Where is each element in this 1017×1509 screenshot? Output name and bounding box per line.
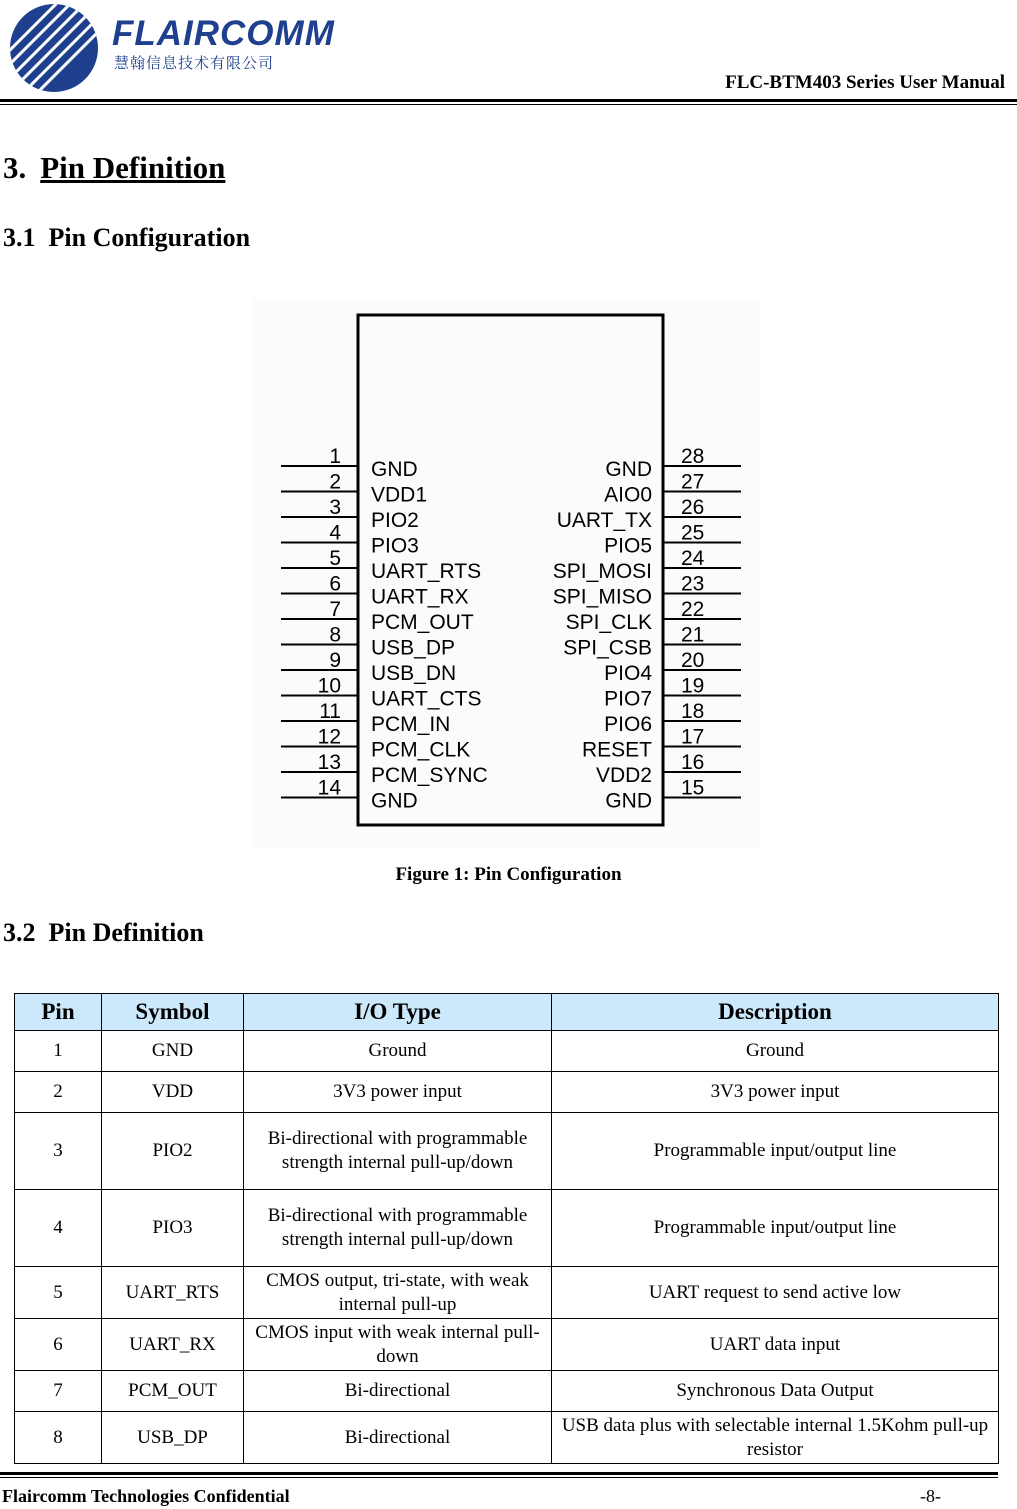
footer-confidential: Flaircomm Technologies Confidential (2, 1486, 290, 1506)
pin-number-left: 10 (317, 674, 341, 698)
cell-description: Programmable input/output line (552, 1190, 999, 1267)
pin-number-left: 8 (329, 623, 341, 647)
header-pin: Pin (15, 994, 102, 1031)
cell-pin: 6 (15, 1319, 102, 1371)
page-header (0, 0, 1017, 105)
cell-symbol: PIO3 (102, 1190, 244, 1267)
pin-label-left: USB_DP (371, 636, 456, 660)
cell-io-type: Bi-directional with programmable strength internal pull-up/down (244, 1190, 552, 1267)
cell-pin: 5 (15, 1267, 102, 1319)
subsection-number: 3.2 (3, 918, 36, 947)
cell-io-type: CMOS output, tri-state, with weak internal pull-up (244, 1267, 552, 1319)
pin-label-right: RESET (581, 738, 652, 762)
cell-pin: 7 (15, 1371, 102, 1412)
section-title: Pin Definition (40, 150, 226, 185)
cell-description: UART data input (552, 1319, 999, 1371)
cell-description: UART request to send active low (552, 1267, 999, 1319)
pin-label-left: PCM_OUT (371, 611, 474, 634)
section-heading (3, 150, 225, 186)
pin-label-left: PCM_SYNC (371, 764, 488, 787)
pin-label-left: UART_RTS (371, 560, 482, 583)
pin-number-left: 9 (329, 649, 341, 672)
table-row (15, 1371, 999, 1412)
cell-description: Synchronous Data Output (552, 1371, 999, 1412)
subsection-heading-pin-configuration (3, 223, 250, 253)
pin-label-right: PIO5 (604, 534, 652, 558)
pin-number-right: 24 (681, 547, 705, 570)
pin-number-left: 13 (317, 751, 341, 774)
pin-label-right: PIO7 (604, 687, 652, 711)
subsection-title: Pin Configuration (48, 223, 251, 252)
pin-label-right: PIO6 (604, 713, 652, 736)
cell-io-type: 3V3 power input (244, 1072, 552, 1113)
pin-number-left: 4 (329, 521, 341, 545)
cell-symbol: VDD (102, 1072, 244, 1113)
cell-pin: 3 (15, 1113, 102, 1190)
pin-number-right: 28 (681, 445, 705, 468)
pin-label-left: UART_CTS (371, 687, 482, 711)
pin-number-left: 11 (319, 700, 341, 723)
cell-pin: 1 (15, 1031, 102, 1072)
section-number: 3. (3, 150, 27, 185)
pin-label-right: GND (605, 458, 652, 481)
cell-symbol: PIO2 (102, 1113, 244, 1190)
cell-description: Programmable input/output line (552, 1113, 999, 1190)
subsection-title: Pin Definition (48, 918, 204, 947)
pin-number-right: 16 (681, 751, 705, 774)
logo-subtitle: 慧翰信息技术有限公司 (114, 54, 275, 72)
pin-label-left: PIO2 (371, 509, 419, 532)
document-title: FLC-BTM403 Series User Manual (725, 72, 1005, 93)
page-number: -8- (920, 1486, 941, 1506)
pin-number-right: 21 (681, 623, 705, 647)
table-row (15, 1267, 999, 1319)
pin-label-right: SPI_MOSI (552, 560, 652, 583)
pin-number-left: 1 (329, 445, 341, 468)
pin-number-right: 18 (681, 700, 705, 723)
pin-definition-table (14, 993, 999, 1464)
cell-symbol: USB_DP (102, 1412, 244, 1464)
pin-number-right: 27 (681, 470, 705, 494)
pin-configuration-diagram (253, 300, 761, 848)
pin-label-right: PIO4 (604, 662, 652, 685)
cell-symbol: PCM_OUT (102, 1371, 244, 1412)
pin-number-right: 20 (681, 649, 705, 672)
pin-number-left: 12 (317, 725, 341, 749)
table-row (15, 1412, 999, 1464)
pin-number-left: 7 (329, 598, 341, 621)
cell-description: 3V3 power input (552, 1072, 999, 1113)
cell-io-type: Ground (244, 1031, 552, 1072)
pin-number-right: 23 (681, 572, 705, 596)
cell-io-type: Bi-directional (244, 1412, 552, 1464)
pin-number-right: 19 (681, 674, 705, 698)
cell-io-type: CMOS input with weak internal pull-down (244, 1319, 552, 1371)
pin-label-left: PIO3 (371, 534, 419, 558)
table-row (15, 1319, 999, 1371)
pin-label-right: AIO0 (604, 483, 652, 507)
header-symbol: Symbol (102, 994, 244, 1031)
pin-number-left: 2 (329, 470, 341, 494)
table-header-row (15, 994, 999, 1031)
pin-number-left: 14 (317, 776, 341, 800)
pin-number-left: 6 (329, 572, 341, 596)
pin-label-left: PCM_IN (371, 713, 451, 736)
cell-io-type: Bi-directional with programmable strength internal pull-up/down (244, 1113, 552, 1190)
pin-label-right: SPI_CSB (563, 636, 652, 660)
cell-io-type: Bi-directional (244, 1371, 552, 1412)
footer-rule (0, 1472, 998, 1475)
pin-number-right: 25 (681, 521, 705, 545)
pin-label-left: VDD1 (371, 483, 428, 507)
cell-pin: 2 (15, 1072, 102, 1113)
logo-name: FLAIRCOMM (112, 14, 335, 53)
footer-rule-thin (0, 1477, 998, 1478)
pin-label-left: GND (371, 789, 418, 813)
cell-description: USB data plus with selectable internal 1.5Kohm pull-up resistor (552, 1412, 999, 1464)
subsection-number: 3.1 (3, 223, 36, 252)
pin-label-left: PCM_CLK (371, 738, 471, 762)
pin-label-left: GND (371, 458, 418, 481)
cell-pin: 8 (15, 1412, 102, 1464)
table-row (15, 1072, 999, 1113)
header-description: Description (552, 994, 999, 1031)
cell-symbol: UART_RTS (102, 1267, 244, 1319)
cell-symbol: GND (102, 1031, 244, 1072)
pin-label-left: USB_DN (371, 662, 457, 685)
cell-symbol: UART_RX (102, 1319, 244, 1371)
flaircomm-logo-icon (8, 2, 100, 94)
pin-number-right: 15 (681, 776, 705, 800)
pin-label-right: VDD2 (595, 764, 652, 787)
pin-number-right: 22 (681, 598, 705, 621)
header-rule (0, 99, 1017, 102)
table-row (15, 1113, 999, 1190)
header-rule-thin (0, 104, 1017, 105)
pin-number-left: 5 (329, 547, 341, 570)
pin-label-right: SPI_MISO (552, 585, 652, 609)
cell-description: Ground (552, 1031, 999, 1072)
pin-number-right: 17 (681, 725, 705, 749)
table-row (15, 1031, 999, 1072)
pin-number-left: 3 (329, 496, 341, 519)
figure-caption: Figure 1: Pin Configuration (395, 864, 622, 885)
pin-label-left: UART_RX (371, 585, 469, 609)
pin-number-right: 26 (681, 496, 705, 519)
header-io-type: I/O Type (244, 994, 552, 1031)
cell-pin: 4 (15, 1190, 102, 1267)
pin-label-right: GND (605, 789, 652, 813)
pin-label-right: SPI_CLK (565, 611, 652, 634)
table-row (15, 1190, 999, 1267)
pin-label-right: UART_TX (556, 509, 652, 532)
subsection-heading-pin-definition (3, 918, 204, 948)
